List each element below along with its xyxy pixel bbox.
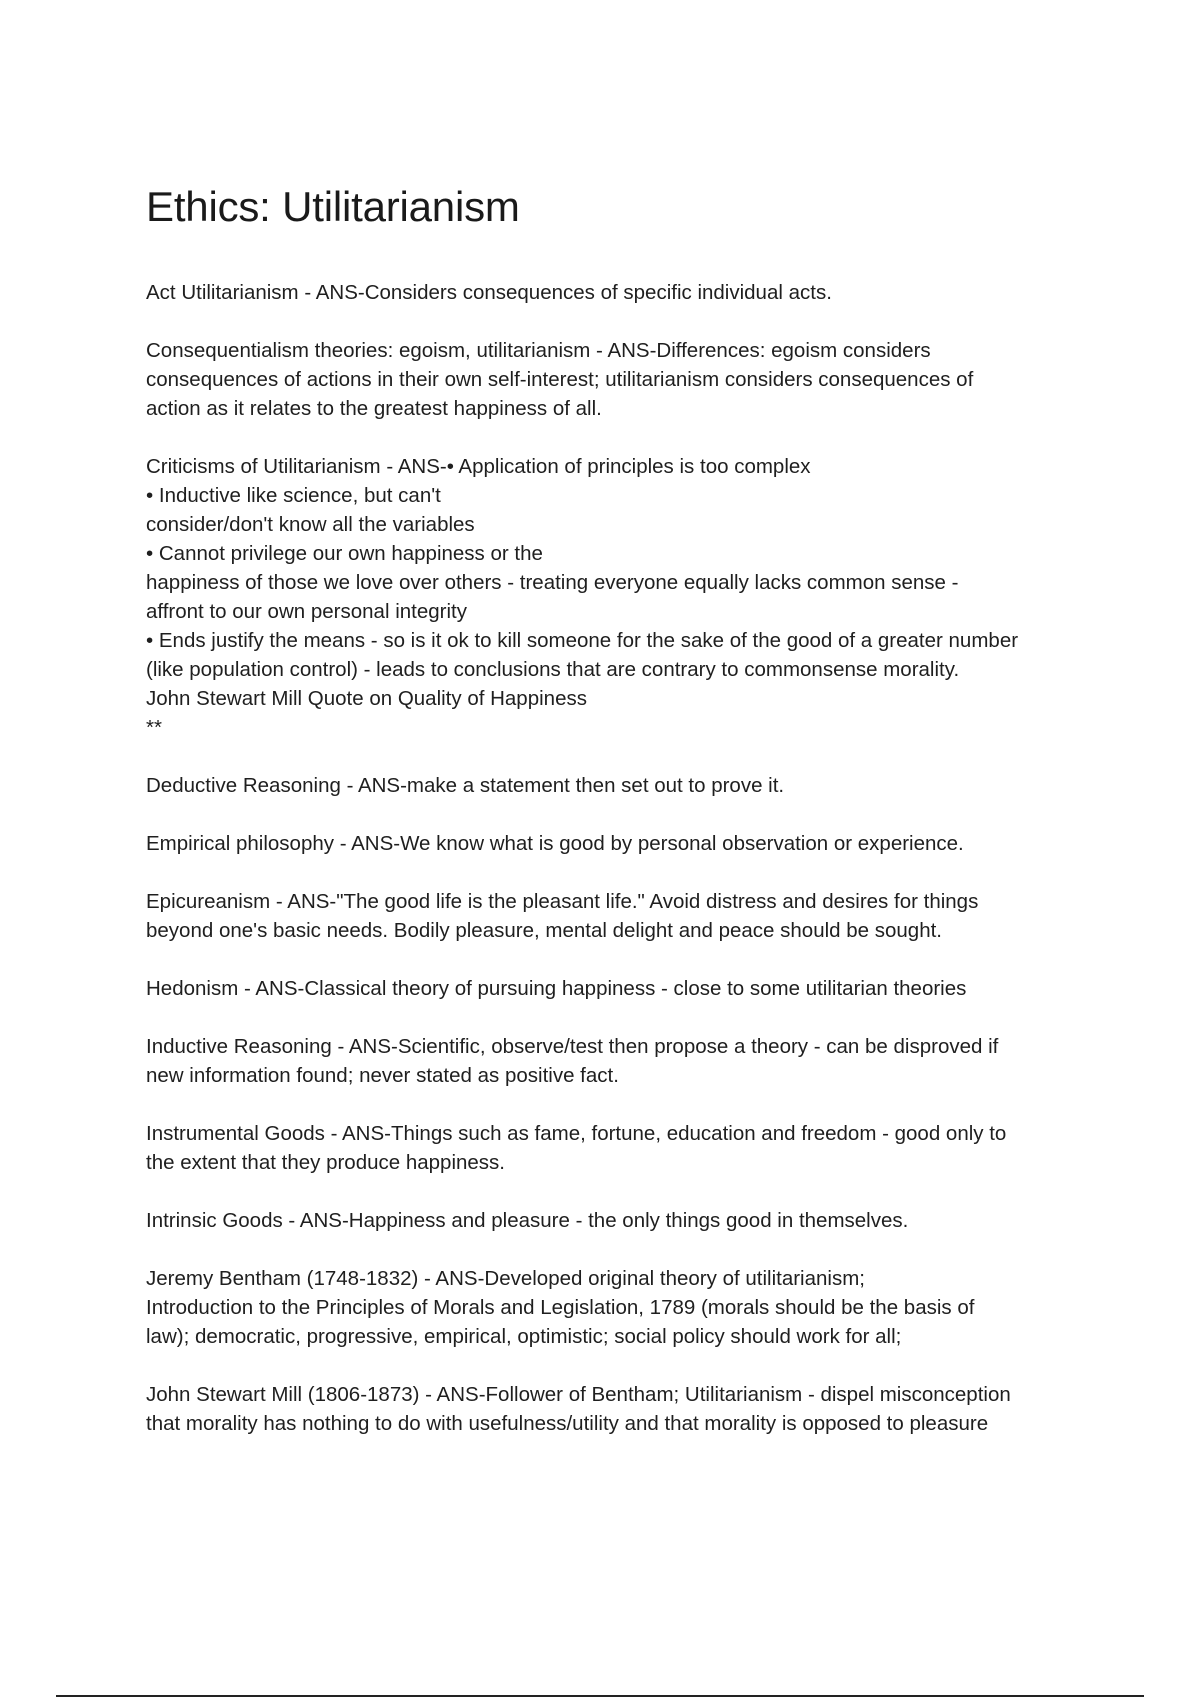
entry-text-line: ** xyxy=(146,716,162,739)
entry-text-line: the extent that they produce happiness. xyxy=(146,1151,506,1174)
glossary-entry xyxy=(146,336,1096,423)
glossary-entries xyxy=(146,278,1096,1467)
glossary-entry xyxy=(146,1206,1096,1235)
glossary-entry xyxy=(146,278,1096,307)
entry-text-line: Deductive Reasoning - ANS-make a statement then set out to prove it. xyxy=(146,774,785,797)
entry-text-line: beyond one's basic needs. Bodily pleasure, mental delight and peace should be sought. xyxy=(146,919,942,942)
entry-text-line: • Cannot privilege our own happiness or the xyxy=(146,542,543,565)
glossary-entry xyxy=(146,1032,1096,1090)
entry-text-line: action as it relates to the greatest happiness of all. xyxy=(146,397,602,420)
entry-text-line: Act Utilitarianism - ANS-Considers consequences of specific individual acts. xyxy=(146,281,832,304)
glossary-entry xyxy=(146,1380,1096,1438)
entry-text-line: happiness of those we love over others - treating everyone equally lacks common sense - xyxy=(146,571,959,594)
entry-text-line: Intrinsic Goods - ANS-Happiness and pleasure - the only things good in themselves. xyxy=(146,1209,909,1232)
entry-text-line: John Stewart Mill Quote on Quality of Happiness xyxy=(146,687,587,710)
entry-text-line: • Inductive like science, but can't xyxy=(146,484,441,507)
glossary-entry xyxy=(146,887,1096,945)
entry-text-line: that morality has nothing to do with usefulness/utility and that morality is opposed to pleasure xyxy=(146,1412,989,1435)
entry-text-line: law); democratic, progressive, empirical, optimistic; social policy should work for all; xyxy=(146,1325,902,1348)
entry-text-line: (like population control) - leads to conclusions that are contrary to commonsense morality. xyxy=(146,658,960,681)
glossary-entry xyxy=(146,1264,1096,1351)
entry-text-line: Epicureanism - ANS-"The good life is the pleasant life." Avoid distress and desires for things xyxy=(146,890,979,913)
entry-text-line: new information found; never stated as positive fact. xyxy=(146,1064,619,1087)
glossary-entry xyxy=(146,974,1096,1003)
glossary-entry xyxy=(146,1119,1096,1177)
entry-text-line: Hedonism - ANS-Classical theory of pursuing happiness - close to some utilitarian theories xyxy=(146,977,967,1000)
entry-text-line: • Ends justify the means - so is it ok to kill someone for the sake of the good of a greater number xyxy=(146,629,1019,652)
glossary-entry xyxy=(146,829,1096,858)
entry-text-line: consequences of actions in their own self-interest; utilitarianism considers consequences of xyxy=(146,368,974,391)
entry-text-line: John Stewart Mill (1806-1873) - ANS-Follower of Bentham; Utilitarianism - dispel misconception xyxy=(146,1383,1011,1406)
entry-text-line: Introduction to the Principles of Morals and Legislation, 1789 (morals should be the basis of xyxy=(146,1296,975,1319)
entry-text-line: Jeremy Bentham (1748-1832) - ANS-Developed original theory of utilitarianism; xyxy=(146,1267,865,1290)
entry-text-line: Criticisms of Utilitarianism - ANS-• Application of principles is too complex xyxy=(146,455,811,478)
entry-text-line: Empirical philosophy - ANS-We know what is good by personal observation or experience. xyxy=(146,832,964,855)
page-title: Ethics: Utilitarianism xyxy=(146,183,520,230)
footer-divider xyxy=(56,1695,1144,1697)
entry-text-line: Consequentialism theories: egoism, utilitarianism - ANS-Differences: egoism considers xyxy=(146,339,931,362)
entry-text-line: affront to our own personal integrity xyxy=(146,600,467,623)
glossary-entry xyxy=(146,452,1096,742)
glossary-entry xyxy=(146,771,1096,800)
entry-text-line: consider/don't know all the variables xyxy=(146,513,475,536)
entry-text-line: Instrumental Goods - ANS-Things such as fame, fortune, education and freedom - good only to xyxy=(146,1122,1007,1145)
entry-text-line: Inductive Reasoning - ANS-Scientific, observe/test then propose a theory - can be disproved if xyxy=(146,1035,999,1058)
